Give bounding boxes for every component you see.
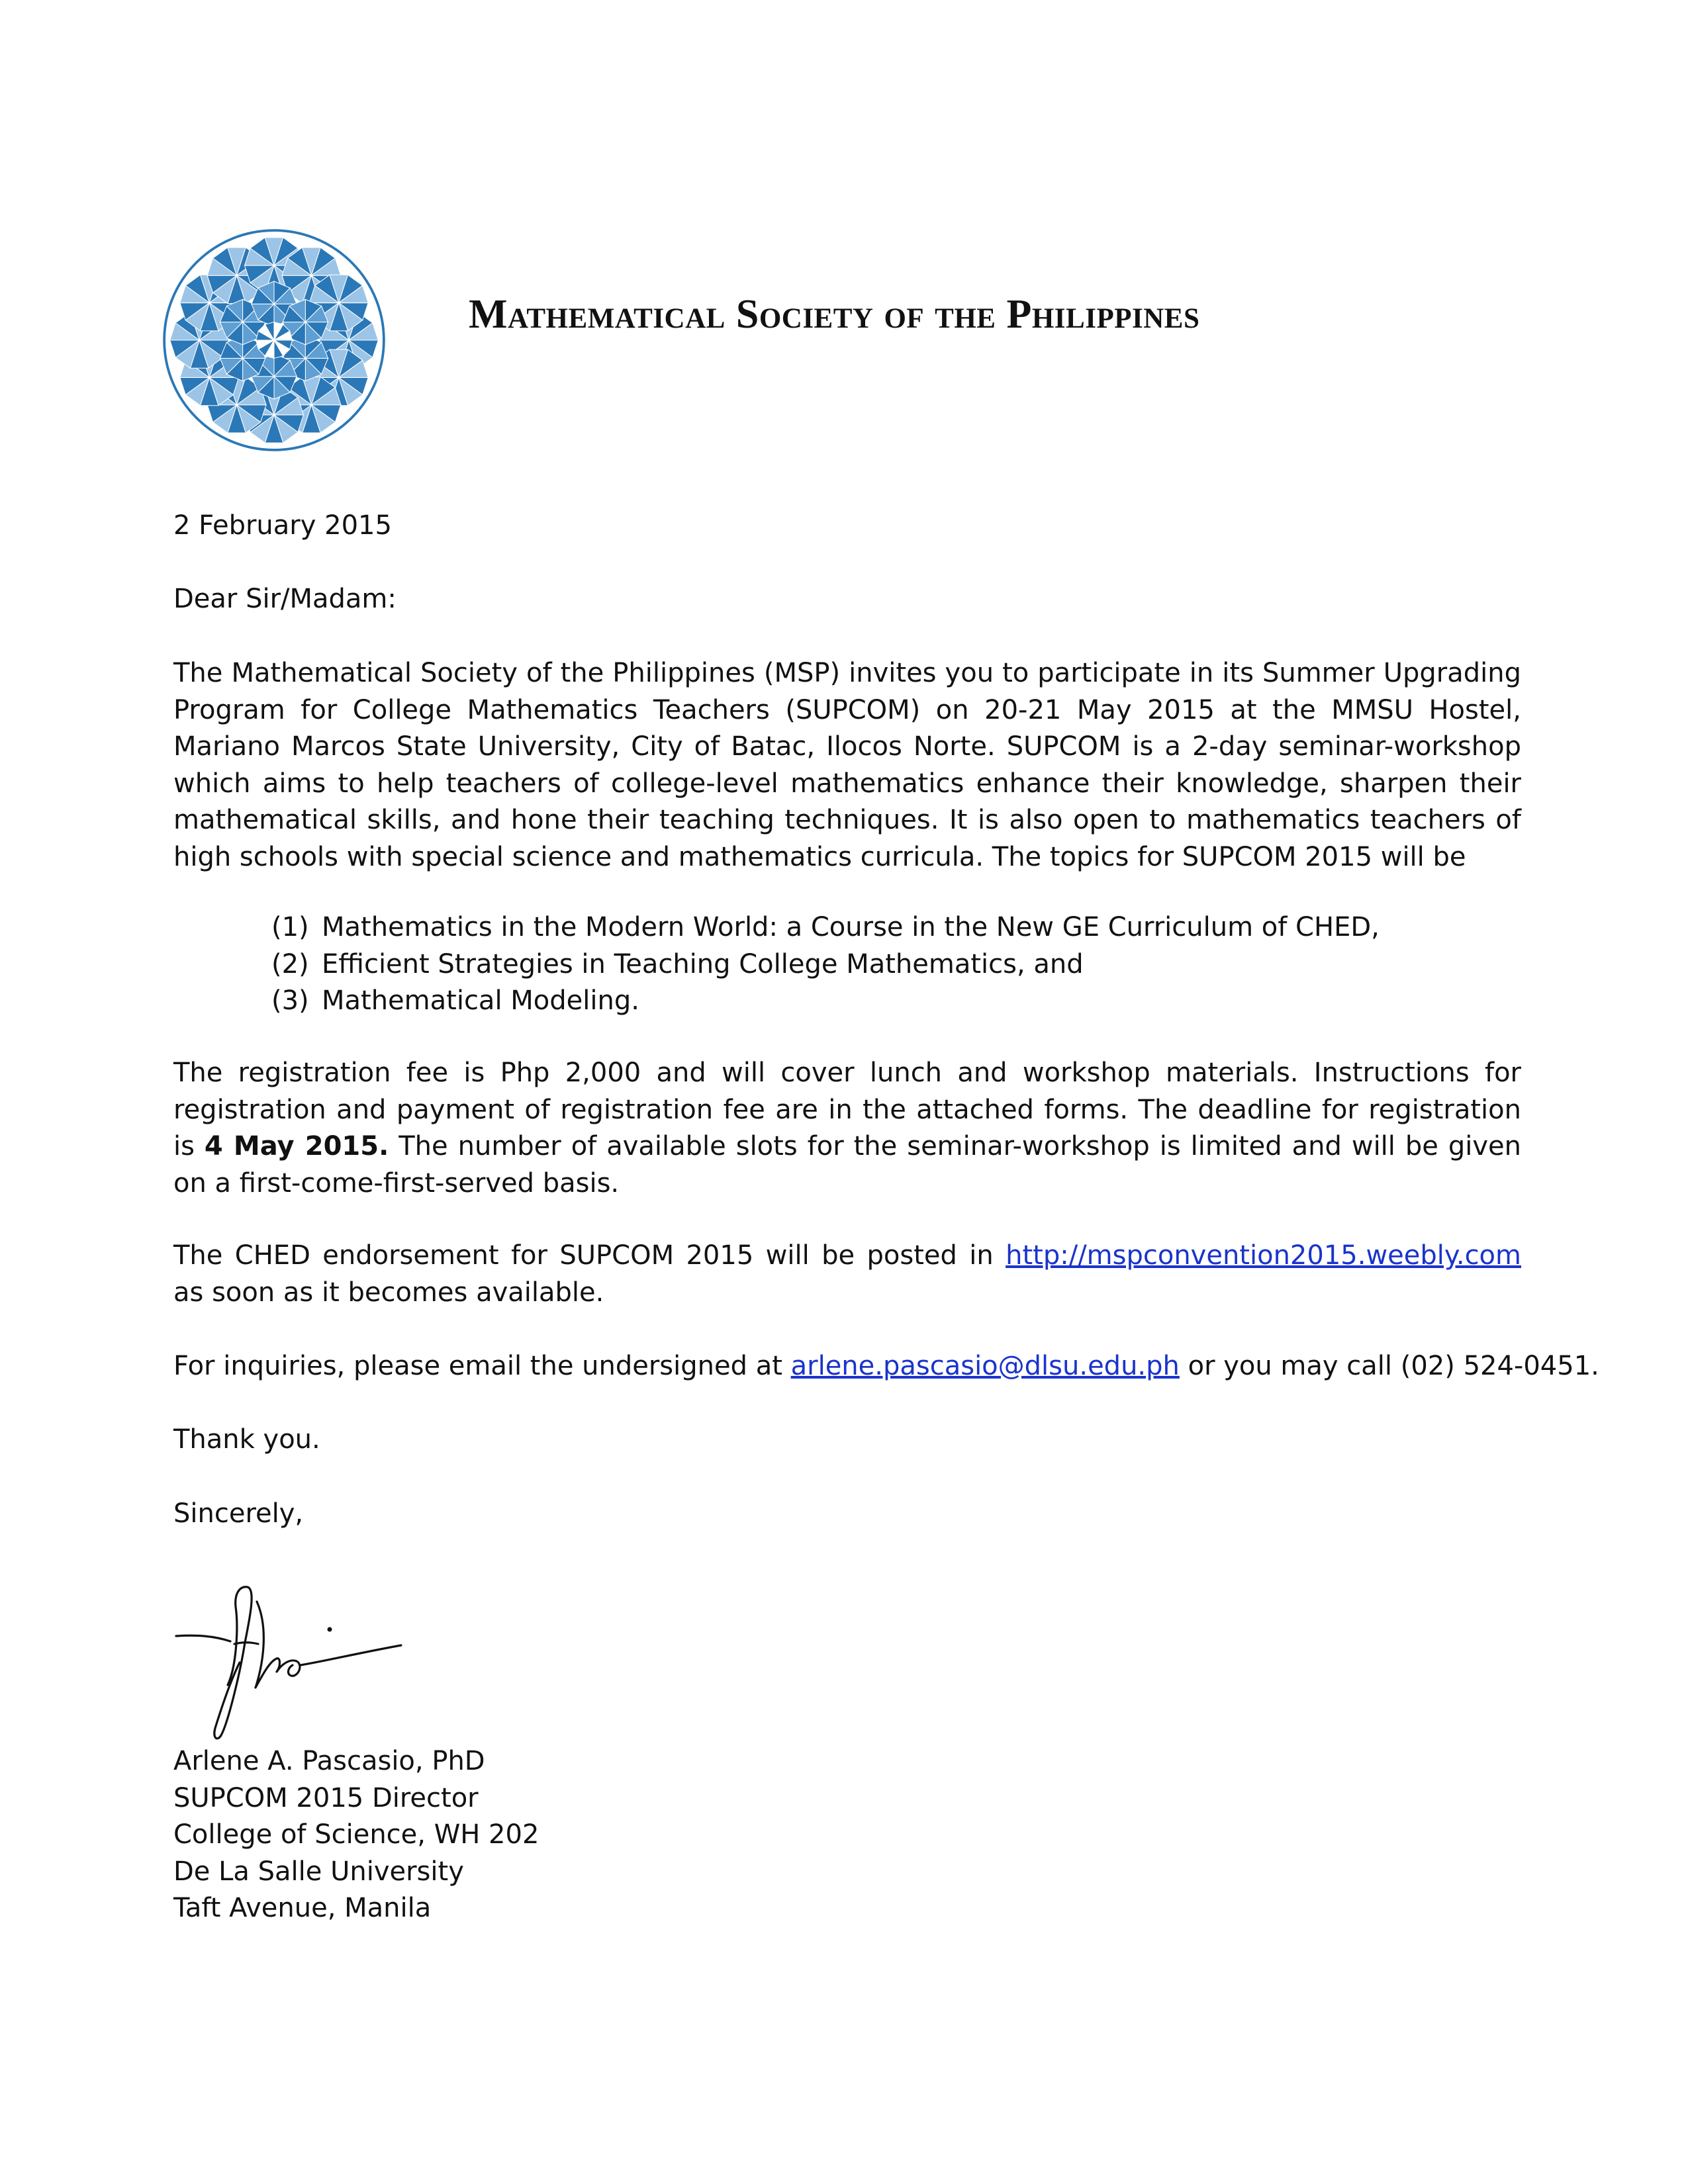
list-item: (3) Mathematical Modeling. (271, 985, 639, 1017)
closing-line: Sincerely, (173, 1498, 304, 1529)
thanks-line: Thank you. (173, 1424, 320, 1455)
signatory-title: SUPCOM 2015 Director (173, 1782, 479, 1813)
list-item: (2) Efficient Strategies in Teaching College Mathematics, and (271, 948, 1084, 979)
signature-image (171, 1579, 409, 1741)
salutation: Dear Sir/Madam: (173, 584, 397, 614)
endorsement-paragraph: The CHED endorsement for SUPCOM 2015 will be posted in http://mspconvention2015.weebly.com as soon as it becomes available. (173, 1240, 1521, 1308)
inquiries-paragraph: For inquiries, please email the undersigned at arlene.pascasio@dlsu.edu.ph or you may call (02) 524-0451. (173, 1351, 1599, 1381)
topics-list (271, 909, 1380, 1020)
signatory-name: Arlene A. Pascasio, PhD (173, 1746, 485, 1776)
letter-date: 2 February 2015 (173, 510, 392, 541)
signatory-address: Taft Avenue, Manila (173, 1893, 432, 1924)
signatory-university: De La Salle University (173, 1856, 464, 1887)
msp-logo-icon (161, 227, 387, 453)
intro-paragraph: The Mathematical Society of the Philippines (MSP) invites you to participate in its Summer Upgrading Program for College Mathematics Teachers (SUPCOM) on 20-21 May 2015 at the MMSU Hostel, Mariano Marcos State University, City of Batac, Ilocos Norte. SUPCOM is a 2-day seminar-workshop which aims to help teachers of college-level mathematics enhance their knowledge, sharpen their mathematical skills, and hone their teaching techniques. It is also open to mathematics teachers of high schools with special science and mathematics curricula. The topics for SUPCOM 2015 will be (173, 658, 1521, 872)
convention-website-link[interactable]: http://mspconvention2015.weebly.com (1006, 1240, 1521, 1271)
organization-title: Mathematical Society of the Philippines (469, 292, 1200, 337)
signature-block (173, 1743, 539, 1927)
registration-paragraph: The registration fee is Php 2,000 and will cover lunch and workshop materials. Instructions for registration and payment of registration fee are in the attached forms. The deadline for registration is 4 May 2015. The number of available slots for the seminar-workshop is limited and will be given on a first-come-first-served basis. (173, 1058, 1521, 1199)
list-item: (1) Mathematics in the Modern World: a Course in the New GE Curriculum of CHED, (271, 912, 1380, 942)
signatory-office: College of Science, WH 202 (173, 1819, 539, 1850)
email-link[interactable]: arlene.pascasio@dlsu.edu.ph (790, 1351, 1180, 1381)
deadline-date: 4 May 2015. (204, 1131, 389, 1162)
